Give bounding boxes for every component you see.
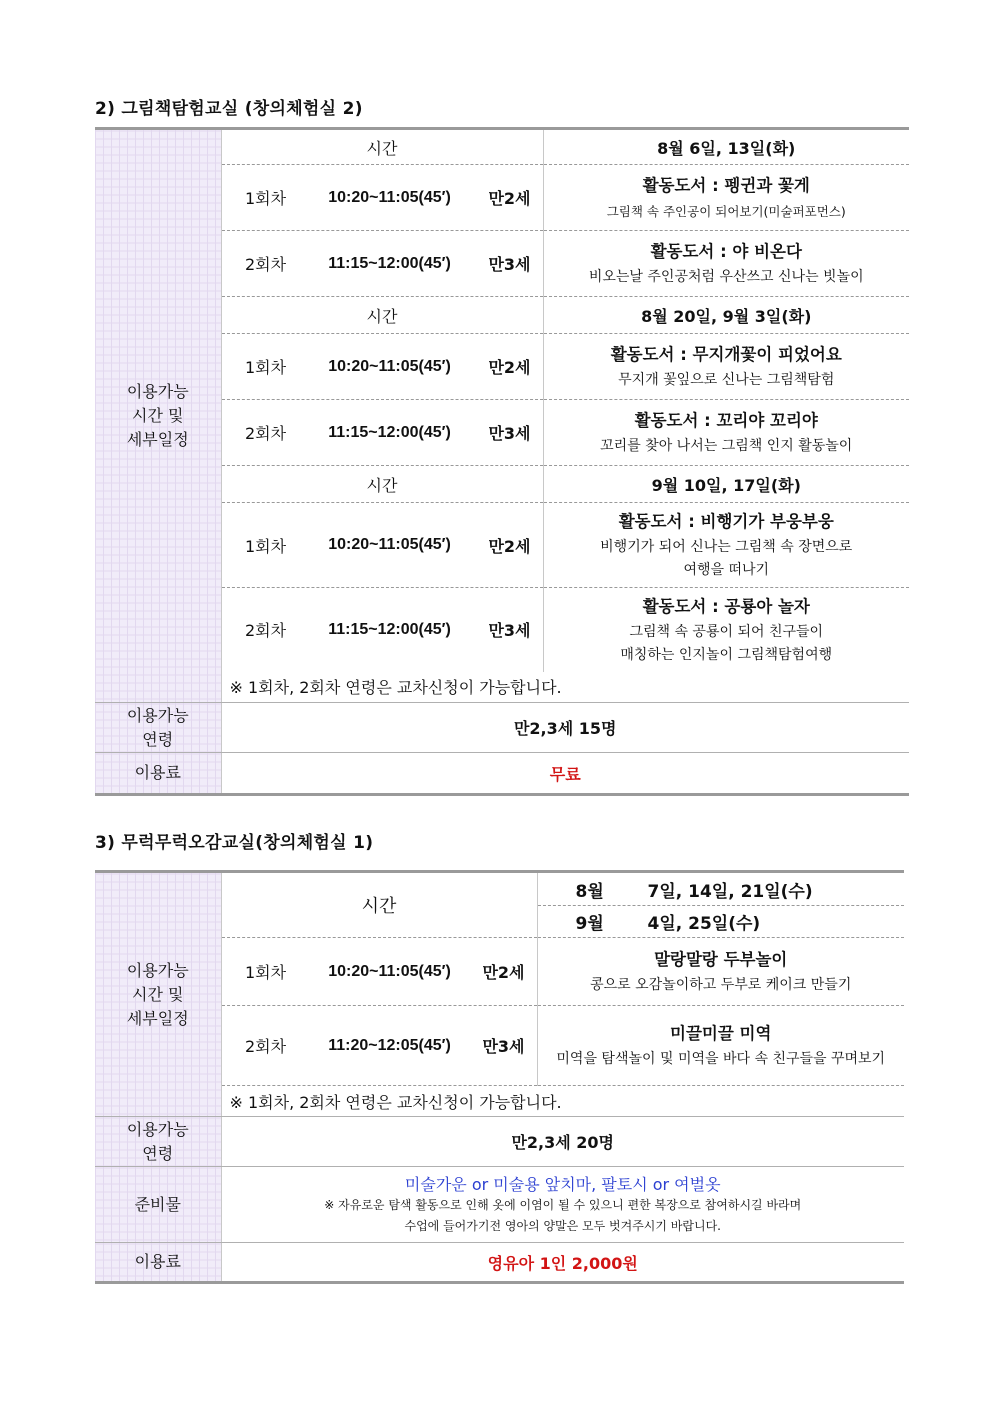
activity-book: 활동도서 : 꼬리야 꼬리야 — [634, 411, 818, 430]
fee-label: 이용료 — [95, 753, 221, 795]
session-order: 2회차 — [244, 255, 287, 274]
session-time: 10:20~11:05(45′) — [328, 536, 451, 553]
activity-book: 활동도서 : 비행기가 부웅부웅 — [618, 512, 834, 531]
fee-label: 이용료 — [95, 1243, 221, 1283]
session-order: 1회차 — [244, 189, 287, 208]
session-time: 11:20~12:05(45′) — [328, 1036, 451, 1054]
session-time: 11:15~12:00(45′) — [328, 620, 451, 638]
activity-cell — [543, 400, 909, 466]
prep-cell — [221, 1167, 904, 1243]
cross-apply-note: ※ 1회차, 2회차 연령은 교차신청이 가능합니다. — [221, 672, 909, 703]
session-time: 11:15~12:00(45′) — [328, 254, 451, 272]
section2-table — [95, 127, 909, 796]
cross-apply-note: ※ 1회차, 2회차 연령은 교차신청이 가능합니다. — [221, 1086, 904, 1117]
session-order: 2회차 — [244, 1037, 287, 1056]
date-header: 8월 6일, 13일(화) — [543, 129, 909, 165]
activity-cell — [537, 938, 904, 1006]
activity-book: 활동도서 : 공룡아 놀자 — [642, 596, 810, 616]
session-order: 1회차 — [244, 358, 287, 377]
date-days: 7일, 14일, 21일(수) — [647, 881, 813, 902]
activity-book: 활동도서 : 펭귄과 꽃게 — [642, 176, 810, 195]
session-age: 만3세 — [488, 621, 531, 641]
fee-value: 무료 — [549, 764, 581, 784]
session-time: 10:20~11:05(45′) — [328, 357, 451, 375]
schedule-label: 이용가능 시간 및 세부일정 — [95, 872, 221, 1117]
session-order: 1회차 — [244, 536, 287, 556]
date-header: 9월 10일, 17일(화) — [543, 466, 909, 503]
activity-desc: 콩으로 오감놀이하고 두부로 케이크 만들기 — [590, 977, 852, 993]
session-age: 만3세 — [488, 255, 531, 274]
activity-cell — [543, 503, 909, 588]
activity-book: 활동도서 : 야 비온다 — [650, 242, 802, 261]
session-age: 만2세 — [488, 536, 531, 556]
date-row — [537, 906, 904, 938]
time-header: 시간 — [221, 129, 543, 165]
time-header: 시간 — [221, 466, 543, 503]
session-time: 11:15~12:00(45′) — [328, 423, 451, 441]
session-row — [221, 334, 543, 400]
session-row — [221, 1006, 537, 1086]
age-value: 만2,3세 15명 — [221, 703, 909, 753]
session-row — [221, 400, 543, 466]
session-row — [221, 588, 543, 672]
activity-cell — [543, 588, 909, 672]
activity-desc: 미역을 탐색놀이 및 미역을 바다 속 친구들을 꾸며보기 — [556, 1051, 886, 1067]
time-header: 시간 — [221, 297, 543, 334]
schedule-label: 이용가능 시간 및 세부일정 — [95, 129, 221, 703]
section3-table — [95, 870, 904, 1284]
session-age: 만2세 — [488, 189, 531, 208]
activity-book: 활동도서 : 무지개꽃이 피었어요 — [610, 345, 842, 364]
activity-cell — [543, 334, 909, 400]
session-age: 만3세 — [488, 424, 531, 443]
activity-desc: 비행기가 되어 신나는 그림책 속 장면으로 여행을 떠나기 — [600, 539, 853, 578]
session-time: 10:20~11:05(45′) — [328, 188, 451, 206]
age-value: 만2,3세 20명 — [221, 1117, 904, 1167]
fee-value: 영유아 1인 2,000원 — [487, 1253, 638, 1273]
activity-cell — [537, 1006, 904, 1086]
date-header: 8월 20일, 9월 3일(화) — [543, 297, 909, 334]
session-row — [221, 938, 537, 1006]
date-row — [537, 872, 904, 906]
activity-book: 미끌미끌 미역 — [670, 1024, 772, 1043]
session-row — [221, 231, 543, 297]
section3-title: 3) 무럭무럭오감교실(창의체험실 1) — [95, 833, 374, 853]
prep-main: 미술가운 or 미술용 앞치마, 팔토시 or 여벌옷 — [404, 1175, 721, 1194]
session-row — [221, 503, 543, 588]
activity-desc: 꼬리를 찾아 나서는 그림책 인지 활동놀이 — [600, 438, 853, 454]
session-time: 10:20~11:05(45′) — [328, 962, 451, 980]
activity-cell — [543, 231, 909, 297]
date-month: 9월 — [575, 914, 604, 934]
section2-title: 2) 그림책탐험교실 (창의체험실 2) — [95, 99, 363, 119]
activity-desc: 그림책 속 주인공이 되어보기(미술퍼포먼스) — [606, 204, 846, 219]
prep-note: ※ 자유로운 탐색 활동으로 인해 옷에 이염이 될 수 있으니 편한 복장으로 참여하시길 바라며 수업에 들어가기전 영아의 양말은 모두 벗겨주시기 바랍니다. — [324, 1198, 802, 1233]
activity-desc: 그림책 속 공룡이 되어 친구들이 매칭하는 인지놀이 그림책탐험여행 — [620, 623, 833, 663]
session-age: 만2세 — [482, 963, 525, 982]
session-row — [221, 165, 543, 231]
age-label: 이용가능 연령 — [95, 703, 221, 753]
activity-book: 말랑말랑 두부놀이 — [654, 950, 788, 969]
activity-desc: 무지개 꽃잎으로 신나는 그림책탐험 — [618, 372, 835, 388]
session-order: 2회차 — [244, 424, 287, 443]
session-order: 2회차 — [244, 621, 287, 641]
session-age: 만3세 — [482, 1037, 525, 1056]
session-age: 만2세 — [488, 358, 531, 377]
age-label: 이용가능 연령 — [95, 1117, 221, 1167]
prep-label: 준비물 — [95, 1167, 221, 1243]
time-header: 시간 — [221, 872, 537, 938]
date-days: 4일, 25일(수) — [647, 914, 761, 934]
activity-desc: 비오는날 주인공처럼 우산쓰고 신나는 빗놀이 — [588, 269, 864, 285]
date-month: 8월 — [575, 881, 604, 902]
activity-cell — [543, 165, 909, 231]
session-order: 1회차 — [244, 963, 287, 982]
